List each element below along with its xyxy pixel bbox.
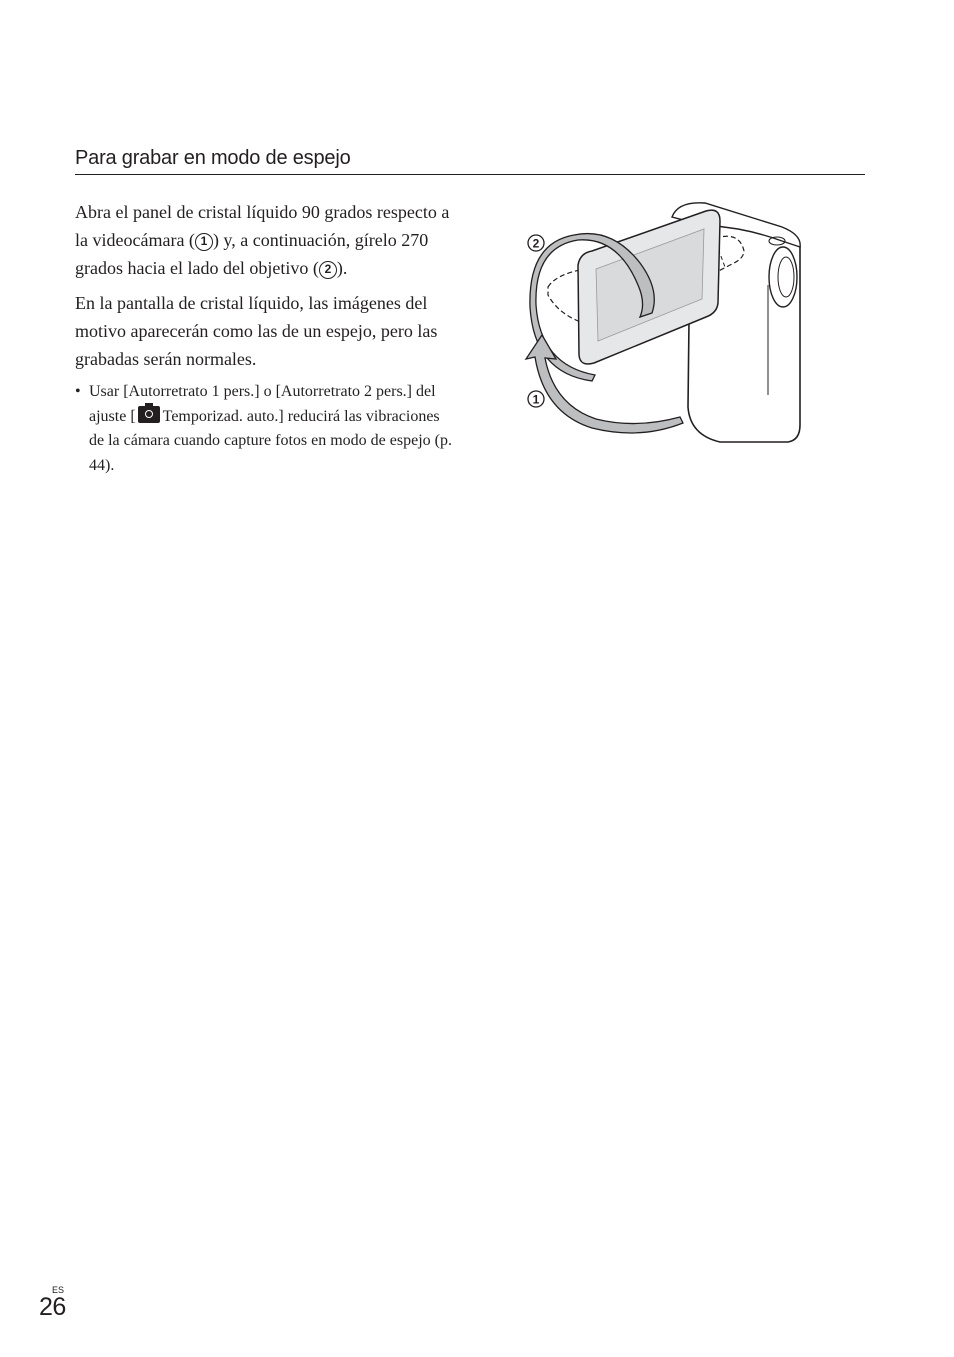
label-2-text: 2 — [532, 236, 540, 251]
paragraph-1-part-c: ). — [336, 258, 348, 278]
label-1-text: 1 — [532, 392, 540, 407]
bullet-icon: • — [75, 383, 81, 400]
section-title: Para grabar en modo de espejo — [75, 147, 351, 169]
note-part-a: Usar [Autorretrato 1 pers.] o [Autorretrato 2 pers.] del ajuste [ — [89, 383, 436, 425]
note-part-b: Temporizad. auto.] reducirá las vibraciones de la cámara cuando capture fotos en modo de espejo (p. 44). — [89, 407, 452, 474]
page-number: 26 — [39, 1293, 66, 1321]
camcorder-illustration — [520, 195, 810, 450]
section-heading — [75, 145, 865, 175]
step-2-marker: 2 — [319, 261, 337, 279]
camera-icon — [138, 406, 160, 423]
page-language: ES — [52, 1285, 65, 1295]
lens-ring — [769, 247, 797, 307]
body-text — [75, 198, 455, 478]
step-1-marker: 1 — [195, 233, 213, 251]
paragraph-1-part-b: ) y, a continuación, gírelo 270 grados hacia el lado del objetivo ( — [75, 230, 429, 278]
note-item — [75, 380, 455, 478]
paragraph-1 — [75, 198, 455, 282]
paragraph-1-part-a: Abra el panel de cristal líquido 90 grados respecto a la videocámara ( — [75, 202, 450, 250]
paragraph-2: En la pantalla de cristal líquido, las imágenes del motivo aparecerán como las de un espejo, pero las grabadas serán normales. — [75, 293, 438, 369]
